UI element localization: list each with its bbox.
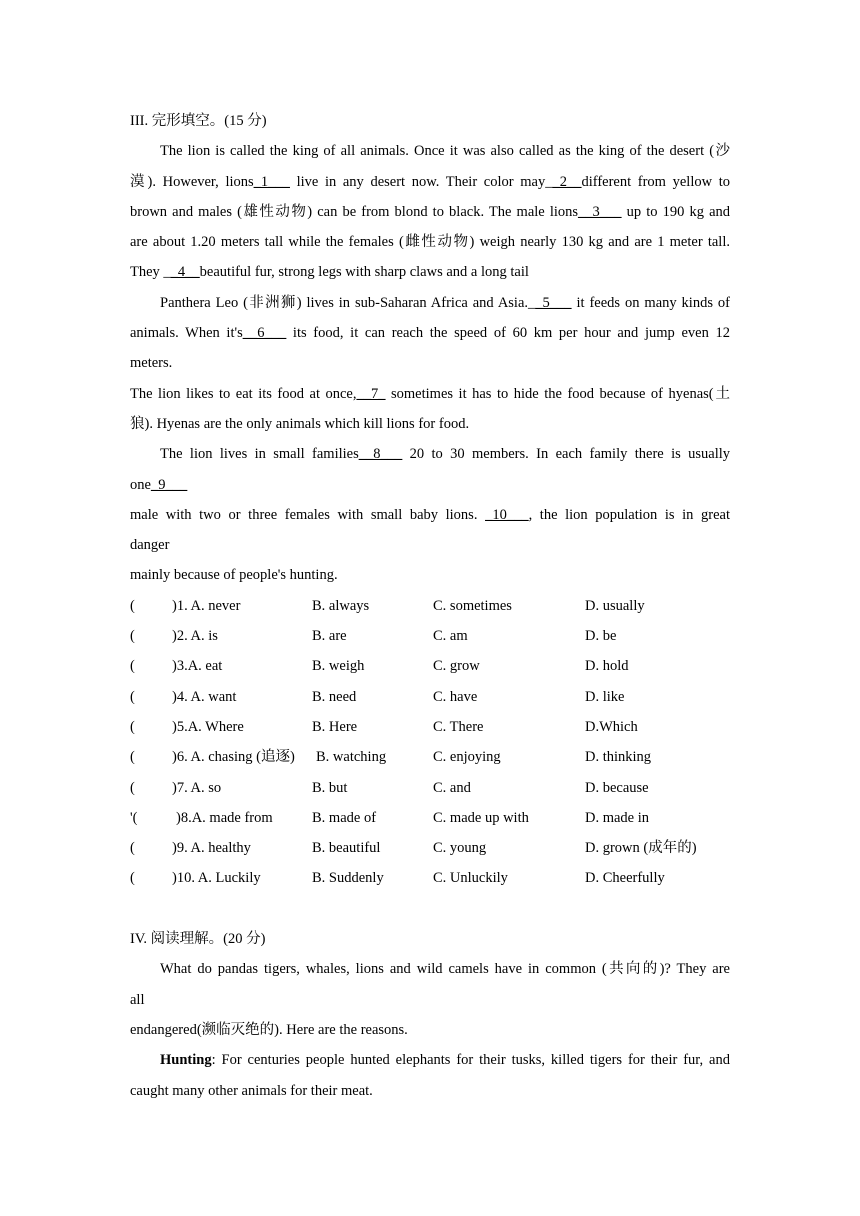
answer-paren: ( [130,688,135,705]
option-row [130,651,730,681]
option-row [130,773,730,803]
option-c: C. enjoying [433,749,501,766]
passage-text: , the lion population is in great [528,506,730,523]
option-a: )5.A. Where [172,718,244,735]
passage-line [130,197,730,227]
option-row [130,742,730,772]
passage-line: endangered(濒临灭绝的). Here are the reasons. [130,1021,408,1038]
option-row [130,833,730,863]
option-row [130,621,730,651]
option-c: C. have [433,688,478,705]
passage-text: different from yellow to [581,173,730,190]
passage-line: What do pandas tigers, whales, lions and wild camels have in common (共向的)? They are [160,961,730,978]
option-b: B. Suddenly [312,870,384,887]
option-row [130,803,730,833]
passage-line [130,167,730,197]
option-b: B. Here [312,718,358,735]
passage-text: The lion likes to eat its food at once, [130,385,357,402]
passage-text: They _ [130,264,171,281]
option-d: D. like [585,688,625,705]
blank-10: _10___ [485,506,529,523]
option-a: )7. A. so [172,779,222,796]
answer-paren: ( [130,870,135,887]
answer-paren: ( [130,718,135,735]
options-list [130,591,730,894]
option-c: C. grow [433,658,480,675]
passage-line: 狼). Hyenas are the only animals which kill lions for food. [130,415,470,432]
option-b: B. are [312,628,347,645]
option-a: )2. A. is [172,628,218,645]
option-c: C. Unluckily [433,870,508,887]
blank-8: __8___ [358,446,403,463]
option-a: )4. A. want [172,688,237,705]
passage-line: danger [130,537,170,554]
blank-6: __6___ [242,325,287,342]
option-d: D. thinking [585,749,652,766]
option-a: )1. A. never [172,597,241,614]
blank-3: __3___ [578,203,622,220]
option-c: C. young [433,840,487,857]
option-b: B. beautiful [312,840,381,857]
passage-text: male with two or three females with small baby lions. [130,506,478,523]
document-page [130,106,730,1106]
bold-term: Hunting [160,1052,212,1069]
blank-7: __7_ [356,385,386,402]
passage-line [130,318,730,348]
option-a: )3.A. eat [172,658,223,675]
option-b: B. need [312,688,357,705]
passage-line [130,288,730,318]
section-3-heading: III. 完形填空。(15 分) [130,113,267,129]
option-a: )9. A. healthy [172,840,251,857]
passage-line [130,500,730,530]
passage-text: Panthera Leo (非洲狮) lives in sub-Saharan Africa and Asia._ [160,294,536,311]
passage-line: meters. [130,355,173,372]
option-a: )6. A. chasing (追逐) [172,749,295,766]
answer-paren: ( [130,840,135,857]
passage-line: The lion is called the king of all animals. Once it was also called as the king of the desert (沙 [160,143,730,160]
answer-paren: ( [130,749,135,766]
passage-text: : For centuries people hunted elephants for their tusks, killed tigers for their fur, and [211,1052,730,1069]
option-d: D. usually [585,597,645,614]
option-d: D. because [585,779,649,796]
option-b: B. always [312,597,370,614]
passage-line [130,379,730,409]
answer-paren: '( [130,809,138,826]
passage-line [130,439,730,469]
passage-line: mainly because of people's hunting. [130,567,338,584]
option-c: C. made up with [433,809,529,826]
option-row [130,712,730,742]
answer-paren: ( [130,597,135,614]
passage-line: caught many other animals for their meat. [130,1082,373,1099]
spacer [130,894,730,924]
option-d: D. grown (成年的) [585,840,697,857]
passage-text: sometimes it has to hide the food because of hyenas(土 [391,385,730,402]
passage-text: 漠). However, lions [130,173,254,190]
option-row [130,591,730,621]
option-b: B. watching [316,749,387,766]
passage-text: beautiful fur, strong legs with sharp claws and a long tail [199,264,529,281]
option-d: D. made in [585,809,650,826]
passage-text: animals. When it's [130,325,243,342]
answer-paren: ( [130,779,135,796]
option-d: D. be [585,628,617,645]
section-4-heading: IV. 阅读理解。(20 分) [130,931,266,948]
passage-text: The lion lives in small families [160,446,359,463]
passage-text: it feeds on many kinds of [576,294,730,311]
passage-text: brown and males (雄性动物) can be from blond to black. The male lions [130,203,579,220]
option-a: )8.A. made from [176,809,273,826]
answer-paren: ( [130,658,135,675]
passage-line [130,470,730,500]
option-c: C. and [433,779,471,796]
option-d: D. Cheerfully [585,870,665,887]
answer-paren: ( [130,628,135,645]
passage-line [130,1045,730,1075]
passage-line: are about 1.20 meters tall while the females (雌性动物) weigh nearly 130 kg and are 1 meter tall. [130,234,730,251]
passage-text: up to 190 kg and [626,203,730,220]
blank-5: _5___ [535,294,572,311]
passage-text: live in any desert now. Their color may_ [296,173,553,190]
option-row [130,682,730,712]
blank-9: _9___ [150,476,188,493]
option-b: B. made of [312,809,377,826]
option-c: C. am [433,628,468,645]
passage-text: 20 to 30 members. In each family there is usually [409,446,730,463]
option-d: D.Which [585,718,638,735]
passage-line [130,257,730,287]
blank-2: _2__ [552,173,582,190]
option-a: )10. A. Luckily [172,870,261,887]
passage-line: all [130,991,145,1008]
passage-text: its food, it can reach the speed of 60 km per hour and jump even 12 [292,325,730,342]
blank-4: _4__ [170,264,200,281]
blank-1: _1___ [253,173,290,190]
option-c: C. sometimes [433,597,512,614]
option-b: B. weigh [312,658,365,675]
option-row [130,863,730,893]
passage-text: one [130,476,151,493]
option-b: B. but [312,779,348,796]
option-c: C. There [433,718,484,735]
option-d: D. hold [585,658,629,675]
